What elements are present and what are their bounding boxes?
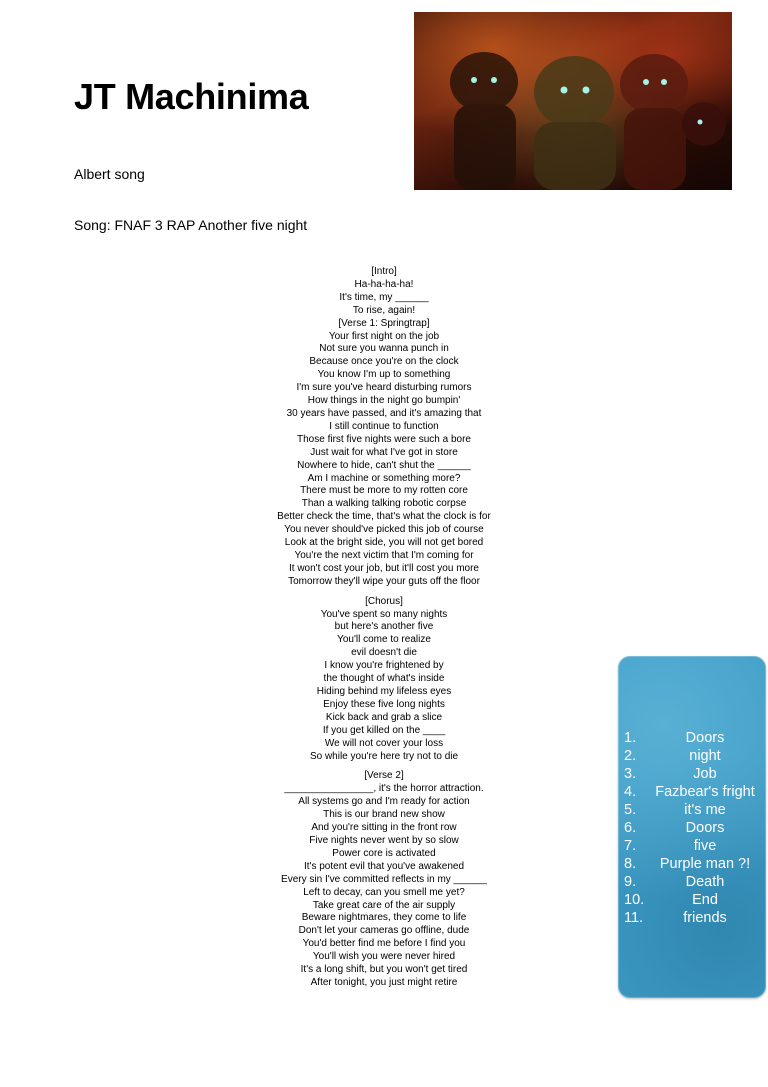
lyric-line: Kick back and grab a slice — [325, 711, 443, 723]
lyrics-block — [200, 266, 568, 990]
lyric-line: [Verse 1: Springtrap] — [338, 317, 430, 329]
lyric-line: Better check the time, that's what the clock is for — [277, 511, 491, 523]
lyric-line: You've spent so many nights — [320, 608, 448, 620]
eye — [491, 77, 497, 83]
lyric-line: Take great care of the air supply — [312, 899, 456, 911]
lyric-line: It's a long shift, but you won't get tired — [300, 964, 468, 976]
lyric-line: You never should've picked this job of course — [284, 524, 484, 536]
eye — [471, 77, 477, 83]
answer-key-list — [624, 729, 764, 927]
answer-number: 8. — [624, 856, 637, 872]
answer-number: 11. — [624, 910, 644, 926]
lyric-line: Every sin I've committed reflects in my ______ — [281, 873, 487, 885]
answer-word: five — [693, 838, 717, 854]
stanza-gap — [200, 589, 568, 596]
lyric-line: Am I machine or something more? — [307, 472, 461, 484]
answer-word: Death — [685, 874, 725, 890]
lyric-line: All systems go and I'm ready for action — [298, 796, 470, 808]
answer-word: Fazbear's fright — [655, 784, 755, 800]
page-title: JT Machinima — [74, 76, 309, 117]
lyric-line: Because once you're on the clock — [309, 356, 459, 368]
lyric-line: [Chorus] — [365, 595, 403, 607]
lyric-line: If you get killed on the ____ — [322, 724, 446, 736]
lyric-line: Left to decay, can you smell me yet? — [303, 886, 465, 898]
lyric-line: Hiding behind my lifeless eyes — [316, 686, 452, 697]
answer-item — [624, 837, 764, 855]
answer-item — [624, 873, 764, 891]
answer-word: friends — [683, 910, 727, 926]
answer-item — [624, 909, 764, 927]
lyric-line: And you're sitting in the front row — [311, 822, 457, 834]
lyric-line: Tomorrow they'll wipe your guts off the floor — [288, 575, 480, 587]
eye — [643, 79, 649, 85]
lyric-line: Ha-ha-ha-ha! — [354, 278, 414, 290]
lyric-line: After tonight, you just might retire — [310, 976, 458, 988]
song-title: Song: FNAF 3 RAP Another five night — [74, 217, 308, 233]
subtitle: Albert song — [74, 166, 145, 182]
eye — [661, 79, 667, 85]
answer-number: 5. — [624, 802, 637, 818]
lyric-line: It's potent evil that you've awakened — [303, 860, 465, 872]
silhouette-left — [450, 52, 518, 112]
answer-word: Job — [693, 766, 717, 782]
silhouette-center-body — [534, 122, 616, 190]
lyric-line: You're the next victim that I'm coming for — [294, 549, 474, 561]
answer-number: 2. — [624, 748, 637, 764]
lyric-line: Power core is activated — [332, 847, 436, 859]
answer-number: 4. — [624, 784, 637, 800]
lyric-line: It's time, my ______ — [339, 291, 429, 303]
lyric-line: Look at the bright side, you will not get bored — [284, 537, 484, 549]
eye — [583, 87, 590, 94]
answer-item — [624, 855, 764, 873]
silhouette-center — [534, 56, 614, 128]
lyric-line: You'll wish you were never hired — [312, 951, 456, 963]
lyric-line: Five nights never went by so slow — [309, 834, 459, 846]
answer-item — [624, 765, 764, 783]
answer-item — [624, 729, 764, 747]
lyric-line: You'll come to realize — [337, 634, 431, 646]
lyric-line: There must be more to my rotten core — [300, 485, 468, 497]
stanza-gap — [200, 763, 568, 770]
answer-word: Doors — [685, 820, 725, 836]
answer-item — [624, 783, 764, 801]
answer-word: it's me — [684, 802, 726, 818]
answer-item — [624, 819, 764, 837]
answer-number: 6. — [624, 820, 637, 836]
lyric-line: the thought of what's inside — [323, 673, 445, 685]
hero-artwork — [414, 12, 732, 190]
lyric-line: but here's another five — [334, 621, 434, 633]
lyric-line: You know I'm up to something — [317, 369, 451, 381]
answer-number: 7. — [624, 838, 637, 854]
answer-word: End — [692, 892, 718, 908]
lyric-line: How things in the night go bumpin' — [307, 395, 461, 407]
lyric-line: To rise, again! — [352, 304, 416, 316]
lyric-line: Enjoy these five long nights — [323, 698, 445, 710]
silhouette-right-body — [624, 108, 686, 190]
answer-word: Doors — [685, 730, 725, 746]
lyric-line: So while you're here try not to die — [309, 750, 459, 762]
lyric-line: Than a walking talking robotic corpse — [301, 498, 467, 510]
lyric-line: [Verse 2] — [364, 770, 404, 782]
eye — [561, 87, 568, 94]
animatronics-illustration-icon — [414, 12, 732, 190]
lyric-line: I'm sure you've heard disturbing rumors — [296, 382, 472, 394]
answer-number: 3. — [624, 766, 637, 782]
lyric-line: I know you're frightened by — [324, 660, 444, 672]
answer-word: night — [689, 748, 721, 764]
lyric-line: This is our brand new show — [323, 809, 445, 821]
lyric-line: Just wait for what I've got in store — [310, 446, 458, 458]
lyric-line: You'd better find me before I find you — [302, 938, 466, 950]
answer-item — [624, 891, 764, 909]
lyric-line: It won't cost your job, but it'll cost you more — [288, 562, 479, 574]
lyric-line: [Intro] — [371, 266, 397, 277]
lyric-line: evil doesn't die — [351, 647, 417, 659]
answer-number: 10. — [624, 892, 645, 908]
lyric-line: ________________, it's the horror attraction. — [284, 783, 484, 795]
lyric-line: 30 years have passed, and it's amazing that — [286, 407, 482, 419]
answer-number: 1. — [624, 730, 637, 746]
eye — [698, 120, 703, 125]
answer-item — [624, 801, 764, 819]
silhouette-left-body — [454, 104, 516, 190]
lyric-line: I still continue to function — [329, 420, 439, 432]
answer-number: 9. — [624, 874, 637, 890]
lyric-line: Those first five nights were such a bore — [297, 433, 471, 445]
lyric-line: Not sure you wanna punch in — [319, 343, 449, 355]
lyric-line: Nowhere to hide, can't shut the ______ — [297, 459, 471, 471]
lyric-line: Your first night on the job — [328, 330, 440, 342]
silhouette-right — [620, 54, 688, 114]
answer-item — [624, 747, 764, 765]
answer-word: Purple man ?! — [659, 856, 751, 872]
lyric-line: We will not cover your loss — [324, 737, 444, 749]
lyric-line: Don't let your cameras go offline, dude — [298, 925, 470, 937]
lyric-line: Beware nightmares, they come to life — [301, 912, 467, 924]
silhouette-far-right — [682, 102, 726, 146]
